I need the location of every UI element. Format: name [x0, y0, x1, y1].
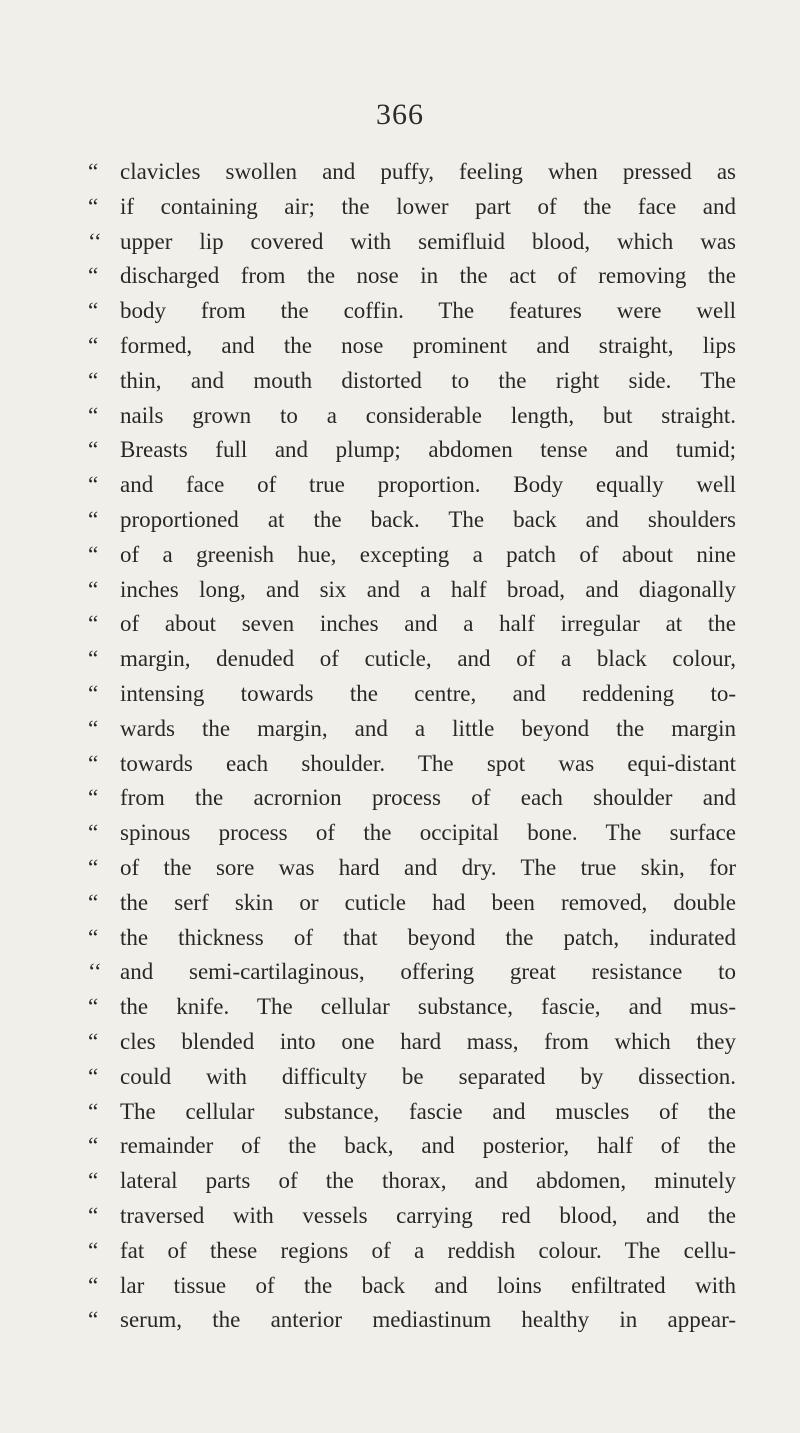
quote-mark: “: [88, 854, 99, 880]
quote-mark: ‘‘: [88, 228, 102, 254]
text-line: [88, 329, 736, 364]
text-line: [88, 294, 736, 329]
line-text: upper lip covered with semifluid blood, which was: [120, 228, 736, 254]
quote-mark: “: [88, 541, 99, 567]
text-line: [88, 1303, 736, 1338]
text-line: [88, 990, 736, 1025]
line-text: fat of these regions of a reddish colour. The cellu-: [120, 1237, 736, 1263]
quote-mark: “: [88, 994, 99, 1020]
text-line: [88, 1060, 736, 1095]
line-text: lateral parts of the thorax, and abdomen, minutely: [120, 1168, 736, 1194]
quote-mark: “: [88, 1133, 99, 1159]
text-line: [88, 259, 736, 294]
quote-mark: “: [88, 402, 99, 428]
line-text: formed, and the nose prominent and straight, lips: [120, 332, 736, 358]
text-line: [88, 1095, 736, 1130]
quote-mark: “: [88, 298, 99, 324]
text-line: [88, 468, 736, 503]
quote-mark: “: [88, 367, 99, 393]
line-text: could with difficulty be separated by dissection.: [120, 1063, 736, 1089]
line-text: and face of true proportion. Body equally well: [120, 472, 736, 498]
line-text: of a greenish hue, excepting a patch of about nine: [120, 541, 736, 567]
line-text: nails grown to a considerable length, but straight.: [120, 402, 736, 428]
text-line: [88, 503, 736, 538]
line-text: proportioned at the back. The back and shoulders: [120, 506, 736, 532]
line-text: the knife. The cellular substance, fascie, and mus-: [120, 994, 736, 1020]
line-text: remainder of the back, and posterior, half of the: [120, 1133, 736, 1159]
text-line: [88, 1199, 736, 1234]
quote-mark: “: [88, 576, 99, 602]
quote-mark: “: [88, 611, 99, 637]
text-line: [88, 1164, 736, 1199]
line-text: margin, denuded of cuticle, and of a black colour,: [120, 646, 736, 672]
quote-mark: “: [88, 750, 99, 776]
text-line: [88, 816, 736, 851]
quote-mark: “: [88, 472, 99, 498]
quote-mark: “: [88, 1168, 99, 1194]
text-line: [88, 433, 736, 468]
line-text: the serf skin or cuticle had been removed, double: [120, 889, 736, 915]
line-text: clavicles swollen and puffy, feeling when pressed as: [120, 159, 736, 184]
text-line: [88, 190, 736, 225]
quote-mark: ‘‘: [88, 959, 102, 985]
line-text: discharged from the nose in the act of removing the: [120, 263, 736, 289]
text-line: [88, 886, 736, 921]
quote-mark: “: [88, 785, 99, 811]
quote-mark: “: [88, 1202, 99, 1228]
line-text: thin, and mouth distorted to the right side. The: [120, 367, 736, 393]
quote-mark: “: [88, 1063, 99, 1089]
page-number: 366: [376, 98, 424, 131]
line-text: and semi-cartilaginous, offering great resistance to: [120, 959, 736, 985]
line-text: The cellular substance, fascie and muscles of the: [120, 1098, 736, 1124]
quote-mark: “: [88, 924, 99, 950]
text-line: [88, 747, 736, 782]
line-text: serum, the anterior mediastinum healthy in appear-: [120, 1307, 736, 1333]
line-text: lar tissue of the back and loins enfiltrated with: [120, 1272, 736, 1298]
quote-mark: “: [88, 1028, 99, 1054]
quote-mark: “: [88, 889, 99, 915]
text-line: [88, 538, 736, 573]
quote-mark: “: [88, 715, 99, 741]
text-line: [88, 1129, 736, 1164]
line-text: towards each shoulder. The spot was equi-distant: [120, 750, 736, 776]
line-text: if containing air; the lower part of the face and: [120, 193, 736, 219]
text-line: [88, 1269, 736, 1304]
text-line: [88, 155, 736, 190]
text-line: [88, 677, 736, 712]
text-line: [88, 712, 736, 747]
text-line: [88, 781, 736, 816]
text-line: [88, 1025, 736, 1060]
text-line: [88, 364, 736, 399]
quote-mark: “: [88, 1272, 99, 1298]
quote-mark: “: [88, 1307, 99, 1333]
line-text: of about seven inches and a half irregular at the: [120, 611, 736, 637]
text-line: [88, 955, 736, 990]
line-text: Breasts full and plump; abdomen tense and tumid;: [120, 437, 736, 463]
text-line: [88, 851, 736, 886]
quote-mark: “: [88, 159, 99, 184]
quote-mark: “: [88, 820, 99, 846]
quote-mark: “: [88, 680, 99, 706]
quote-mark: “: [88, 1237, 99, 1263]
text-line: [88, 225, 736, 260]
text-line: [88, 607, 736, 642]
line-text: cles blended into one hard mass, from which they: [120, 1028, 736, 1054]
body-text: [88, 155, 736, 1338]
quote-mark: “: [88, 193, 99, 219]
quote-mark: “: [88, 646, 99, 672]
quote-mark: “: [88, 506, 99, 532]
line-text: wards the margin, and a little beyond the margin: [120, 715, 736, 741]
line-text: inches long, and six and a half broad, and diagonally: [120, 576, 736, 602]
text-line: [88, 573, 736, 608]
text-line: [88, 642, 736, 677]
quote-mark: “: [88, 332, 99, 358]
text-line: [88, 1234, 736, 1269]
line-text: the thickness of that beyond the patch, indurated: [120, 924, 736, 950]
line-text: spinous process of the occipital bone. The surface: [120, 820, 736, 846]
line-text: from the acrornion process of each shoulder and: [120, 785, 736, 811]
text-line: [88, 399, 736, 434]
quote-mark: “: [88, 437, 99, 463]
line-text: body from the coffin. The features were well: [120, 298, 736, 324]
line-text: intensing towards the centre, and reddening to-: [120, 680, 736, 706]
text-line: [88, 921, 736, 956]
quote-mark: “: [88, 1098, 99, 1124]
quote-mark: “: [88, 263, 99, 289]
line-text: traversed with vessels carrying red blood, and the: [120, 1202, 736, 1228]
line-text: of the sore was hard and dry. The true skin, for: [120, 854, 736, 880]
